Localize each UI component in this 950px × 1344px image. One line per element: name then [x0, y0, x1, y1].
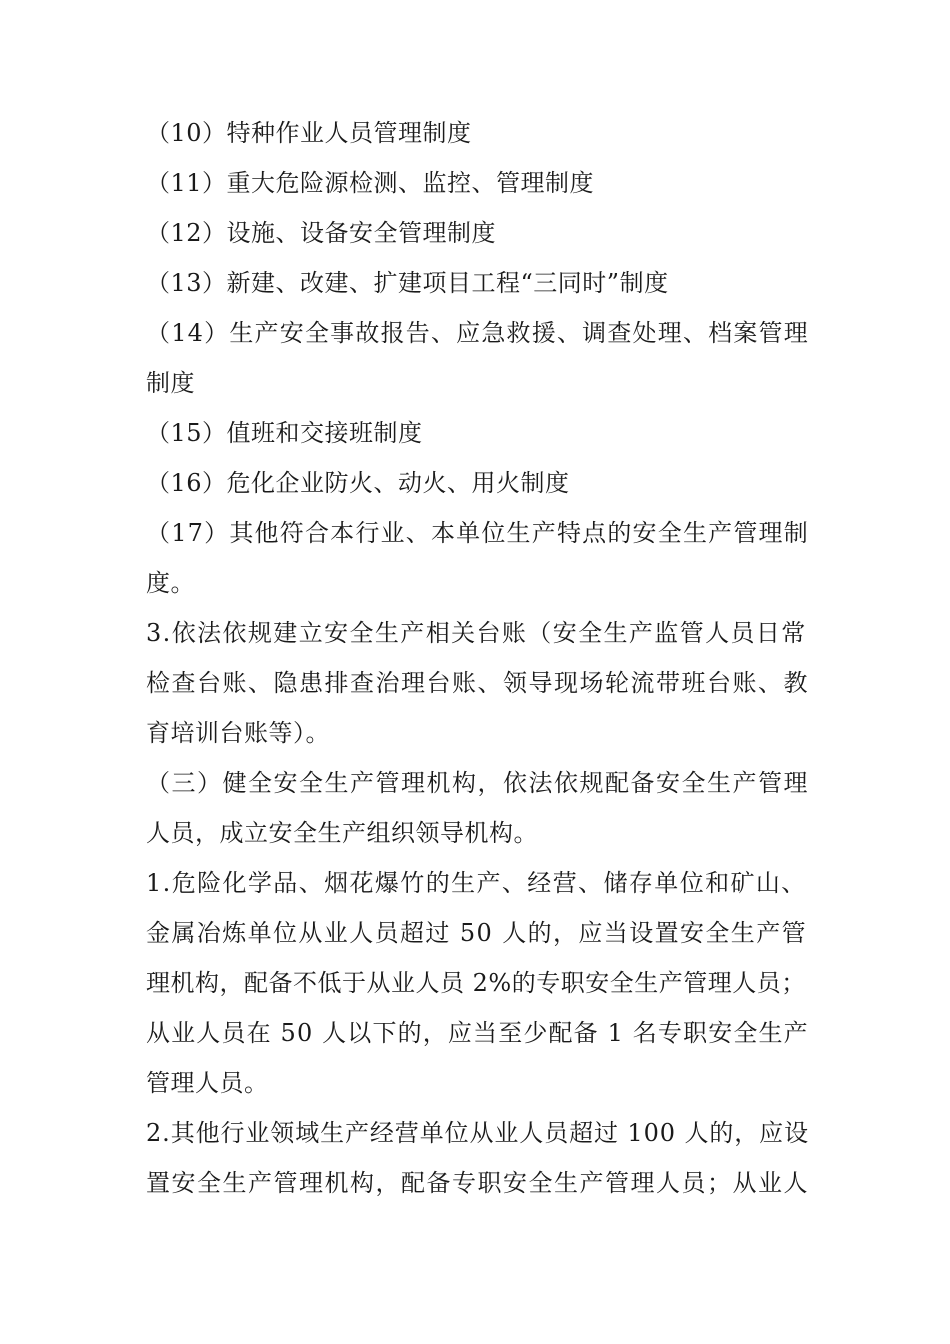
text-line: （17）其他符合本行业、本单位生产特点的安全生产管理制 [146, 519, 809, 547]
text-line: 育培训台账等）。 [146, 719, 330, 747]
text-line: 管理人员。 [146, 1069, 269, 1097]
text-line: 度。 [146, 569, 195, 597]
text-line: 理机构，配备不低于从业人员 2%的专职安全生产管理人员； [146, 969, 806, 997]
text-line: 人员，成立安全生产组织领导机构。 [146, 819, 538, 847]
text-line: 从业人员在 50 人以下的，应当至少配备 1 名专职安全生产 [146, 1019, 809, 1047]
text-line: 3.依法依规建立安全生产相关台账（安全生产监管人员日常 [146, 619, 807, 647]
text-line: （三）健全安全生产管理机构，依法依规配备安全生产管理 [146, 769, 809, 797]
text-line: （15）值班和交接班制度 [146, 419, 423, 447]
text-line: 检查台账、隐患排查治理台账、领导现场轮流带班台账、教 [146, 669, 809, 697]
text-line: （11）重大危险源检测、监控、管理制度 [146, 169, 595, 197]
text-line: 2.其他行业领域生产经营单位从业人员超过 100 人的，应设 [146, 1119, 809, 1147]
text-line: 金属冶炼单位从业人员超过 50 人的，应当设置安全生产管 [146, 919, 807, 947]
text-line: 1.危险化学品、烟花爆竹的生产、经营、储存单位和矿山、 [146, 869, 807, 897]
text-line: 置安全生产管理机构，配备专职安全生产管理人员；从业人 [146, 1169, 809, 1197]
text-line: （10）特种作业人员管理制度 [146, 119, 472, 147]
text-line: （13）新建、改建、扩建项目工程“三同时”制度 [146, 269, 669, 297]
text-line: （12）设施、设备安全管理制度 [146, 219, 497, 247]
text-line: （16）危化企业防火、动火、用火制度 [146, 469, 570, 497]
text-line: （14）生产安全事故报告、应急救援、调查处理、档案管理 [146, 319, 809, 347]
text-line: 制度 [146, 369, 195, 397]
